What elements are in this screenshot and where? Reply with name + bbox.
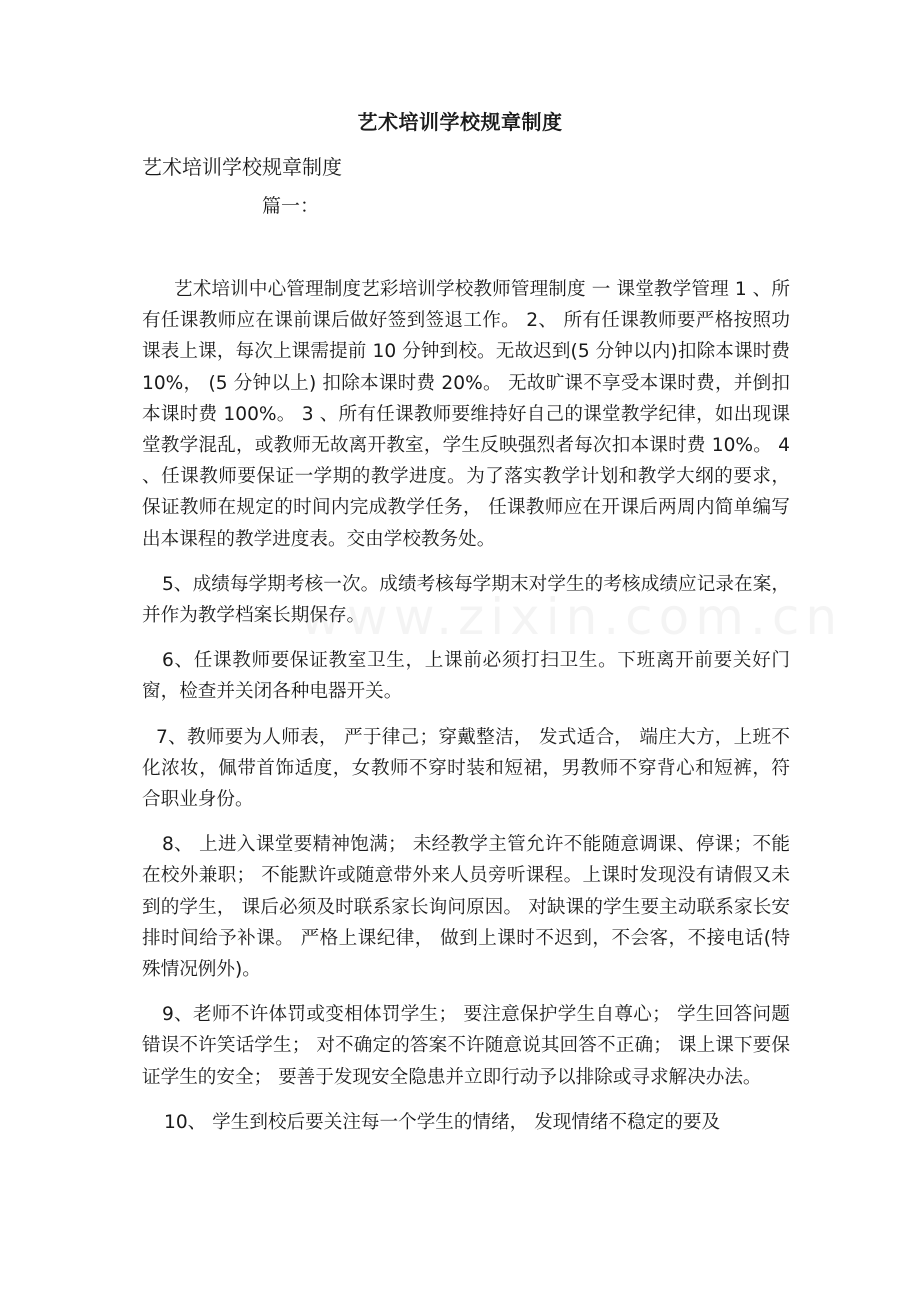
paragraph-intro: 艺术培训中心管理制度艺彩培训学校教师管理制度 一 课堂教学管理 1 、所有任课教师应在课前课后做好签到签退工作。 2、 所有任课教师要严格按照功课表上课，每次上课需提前 10 分钟到校。无故迟到(5 分钟以内)扣除本课时费10%， (5 分钟以上) 扣除本课时费 20%。 无故旷课不享受本课时费，并倒扣本课时费 100%。 3 、所有任课教师要维持好自己的课堂教学纪律，如出现课堂教学混乱，或教师无故离开教室，学生反映强烈者每次扣本课时费 10%。 4 、任课教师要保证一学期的教学进度。为了落实教学计划和教学大纲的要求， 保证教师在规定的时间内完成教学任务， 任课教师应在开课后两周内简单编写出本课程的教学进度表。交由学校教务处。 (142, 279, 790, 550)
document-body (142, 274, 790, 1138)
document-title: 艺术培训学校规章制度 (357, 110, 563, 134)
paragraph-rule-7: 7、教师要为人师表， 严于律己；穿戴整洁， 发式适合， 端庄大方，上班不化浓妆，佩带首饰适度，女教师不穿时装和短裙，男教师不穿背心和短裤，符合职业身份。 (142, 726, 790, 811)
paragraph-rule-6: 6、任课教师要保证教室卫生，上课前必须打扫卫生。下班离开前要关好门窗，检查并关闭各种电器开关。 (142, 650, 790, 703)
paragraph-rule-9: 9、老师不许体罚或变相体罚学生； 要注意保护学生自尊心； 学生回答问题错误不许笑话学生； 对不确定的答案不许随意说其回答不正确； 课上课下要保证学生的安全； 要善于发现安全隐患并立即行动予以排除或寻求解决办法。 (142, 1004, 790, 1088)
paragraph-rule-10: 10、 学生到校后要关注每一个学生的情绪， 发现情绪不稳定的要及 (164, 1111, 721, 1133)
chapter-heading: 篇一： (262, 195, 320, 217)
paragraph-rule-8: 8、 上进入课堂要精神饱满； 未经教学主管允许不能随意调课、停课；不能在校外兼职； 不能默许或随意带外来人员旁听课程。上课时发现没有请假又未到的学生， 课后必须及时联系家长询问原因。 对缺课的学生要主动联系家长安排时间给予补课。 严格上课纪律， 做到上课时不迟到，不会客，不接电话(特殊情况例外)。 (142, 834, 790, 981)
paragraph-rule-5: 5、成绩每学期考核一次。成绩考核每学期末对学生的考核成绩应记录在案，并作为教学档案长期保存。 (142, 573, 790, 627)
document-subtitle: 艺术培训学校规章制度 (142, 155, 342, 179)
